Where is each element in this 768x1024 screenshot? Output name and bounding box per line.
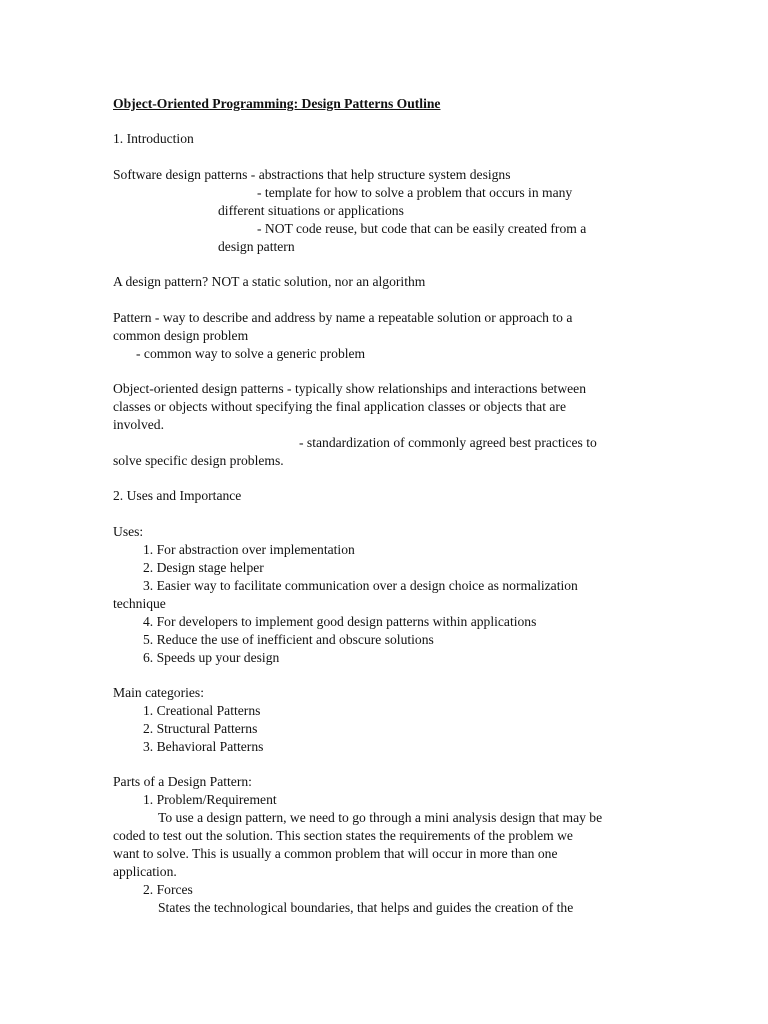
list-item: 3. Behavioral Patterns: [143, 739, 264, 754]
paragraph-line: coded to test out the solution. This section states the requirements of the problem we: [113, 828, 573, 843]
paragraph-line: Software design patterns - abstractions that help structure system designs: [113, 167, 511, 182]
paragraph-line: - template for how to solve a problem that occurs in many: [257, 185, 573, 200]
parts-label: Parts of a Design Pattern:: [113, 774, 252, 789]
paragraph-line: - NOT code reuse, but code that can be easily created from a: [257, 221, 587, 236]
paragraph-line: Pattern - way to describe and address by name a repeatable solution or approach to a: [113, 310, 573, 325]
list-item: 6. Speeds up your design: [143, 650, 280, 665]
paragraph-line: application.: [113, 864, 177, 879]
list-item: 2. Forces: [143, 882, 193, 897]
list-item-continuation: technique: [113, 596, 166, 611]
document-title: Object-Oriented Programming: Design Patterns Outline: [113, 96, 441, 111]
paragraph-line: States the technological boundaries, that helps and guides the creation of the: [158, 900, 574, 915]
list-item: 3. Easier way to facilitate communication over a design choice as normalization: [143, 578, 578, 593]
list-item: 5. Reduce the use of inefficient and obscure solutions: [143, 632, 434, 647]
paragraph-line: common design problem: [113, 328, 249, 343]
paragraph-line: To use a design pattern, we need to go through a mini analysis design that may be: [158, 810, 603, 825]
uses-label: Uses:: [113, 524, 144, 539]
paragraph-line: A design pattern? NOT a static solution, nor an algorithm: [113, 274, 426, 289]
paragraph-line: solve specific design problems.: [113, 453, 284, 468]
list-item: 2. Design stage helper: [143, 560, 264, 575]
paragraph-line: classes or objects without specifying the final application classes or objects that are: [113, 399, 566, 414]
paragraph-line: involved.: [113, 417, 164, 432]
section-heading-uses: 2. Uses and Importance: [113, 488, 242, 503]
paragraph-line: Object-oriented design patterns - typically show relationships and interactions between: [113, 381, 587, 396]
section-heading-introduction: 1. Introduction: [113, 131, 194, 146]
list-item: 1. For abstraction over implementation: [143, 542, 355, 557]
list-item: 1. Creational Patterns: [143, 703, 261, 718]
paragraph-line: different situations or applications: [218, 203, 404, 218]
paragraph-line: design pattern: [218, 239, 295, 254]
paragraph-line: - common way to solve a generic problem: [136, 346, 366, 361]
categories-label: Main categories:: [113, 685, 204, 700]
paragraph-line: - standardization of commonly agreed best practices to: [299, 435, 597, 450]
list-item: 2. Structural Patterns: [143, 721, 258, 736]
paragraph-line: want to solve. This is usually a common problem that will occur in more than one: [113, 846, 558, 861]
list-item: 4. For developers to implement good design patterns within applications: [143, 614, 537, 629]
list-item: 1. Problem/Requirement: [143, 792, 277, 807]
